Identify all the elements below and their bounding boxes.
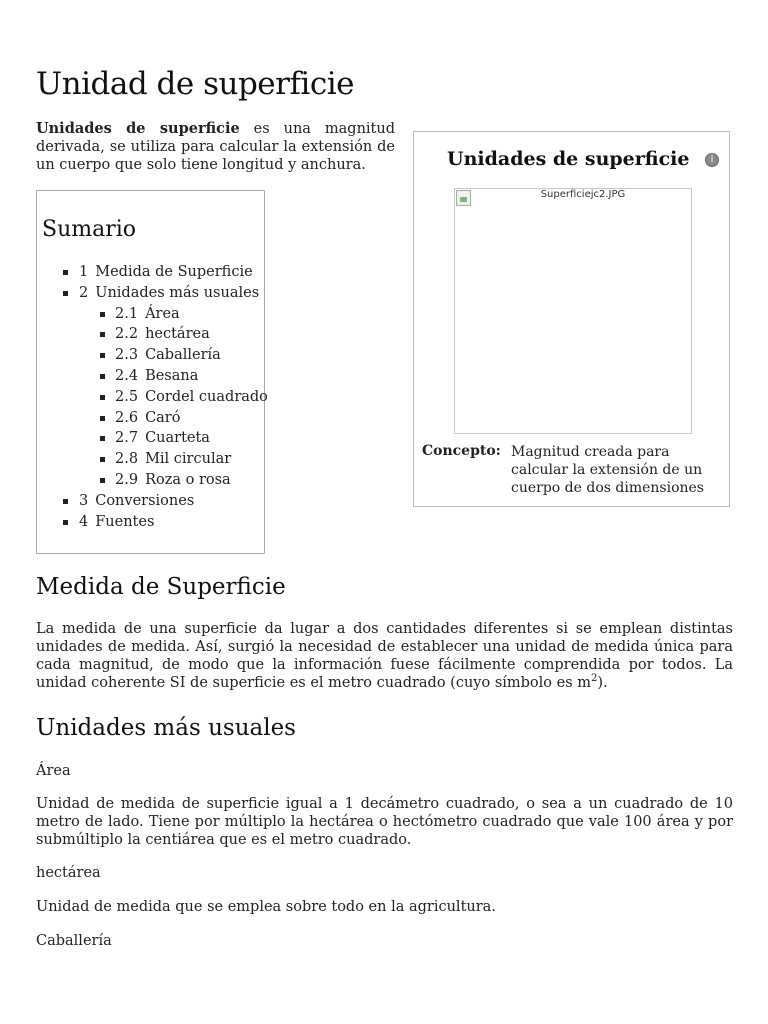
toc-item-label[interactable]: Cordel cuadrado [145, 388, 268, 405]
toc-item[interactable] [37, 366, 264, 387]
toc-item[interactable] [37, 324, 264, 345]
intro-bold-term: Unidades de superficie [36, 120, 240, 137]
toc-item[interactable] [37, 449, 264, 470]
toc-item-number: 2.5 [115, 388, 139, 405]
toc-item-label[interactable]: Conversiones [95, 492, 195, 509]
intro-paragraph [36, 120, 395, 174]
toc-item-label[interactable]: hectárea [145, 326, 210, 343]
table-of-contents [36, 190, 268, 554]
toc-item-label[interactable]: Mil circular [145, 451, 232, 468]
toc-item[interactable] [37, 428, 264, 449]
toc-item[interactable] [37, 345, 264, 366]
toc-item-number: 2.2 [115, 326, 139, 343]
toc-item-label[interactable]: Roza o rosa [145, 471, 231, 488]
toc-item-label[interactable]: Caballería [145, 347, 221, 364]
image-alt-text: Superficiejc2.JPG [540, 189, 626, 200]
page-title: Unidad de superficie [36, 66, 354, 102]
info-icon[interactable]: i [705, 153, 719, 167]
toc-item-number: 2.9 [115, 471, 139, 488]
concept-value: Magnitud creada para calcular la extensión de un cuerpo de dos dimensiones [511, 444, 704, 496]
toc-item[interactable] [37, 408, 264, 429]
infobox [413, 131, 730, 507]
toc-item-number: 2.4 [115, 367, 139, 384]
toc-item-number: 3 [79, 492, 89, 509]
infobox-title: Unidades de superficie [447, 148, 690, 170]
area-text: Unidad de medida de superficie igual a 1 decámetro cuadrado, o sea a un cuadrado de 10 metro de lado. Tiene por múltiplo la hectárea o hectómetro cuadrado que vale 100 área y por submúltiplo la centiárea que es el metro cuadrado. [36, 796, 733, 848]
section-heading-unidades: Unidades más usuales [36, 715, 296, 741]
toc-item[interactable] [37, 262, 264, 283]
caballeria-label: Caballería [36, 933, 112, 949]
toc-item-number: 2.7 [115, 430, 139, 447]
toc-item[interactable] [37, 512, 264, 533]
toc-item[interactable] [37, 304, 264, 325]
infobox-image[interactable] [454, 188, 692, 434]
toc-item[interactable] [37, 470, 264, 491]
medida-tail: ). [597, 675, 608, 691]
section-heading-medida: Medida de Superficie [36, 574, 286, 600]
toc-item-number: 4 [79, 513, 89, 530]
toc-item-number: 2.1 [115, 305, 139, 322]
toc-item[interactable] [37, 387, 268, 408]
section-text-medida [36, 620, 733, 692]
toc-item-label[interactable]: Cuarteta [145, 430, 210, 447]
toc-item-label[interactable]: Unidades más usuales [95, 284, 260, 301]
toc-item-label[interactable]: Caró [145, 409, 181, 426]
superscript: 2 [591, 673, 598, 684]
toc-item-number: 2 [79, 284, 89, 301]
hectarea-text: Unidad de medida que se emplea sobre todo en la agricultura. [36, 899, 496, 915]
toc-item-label[interactable]: Besana [145, 367, 199, 384]
toc-title: Sumario [42, 217, 137, 242]
toc-item-label[interactable]: Fuentes [95, 513, 155, 530]
area-label: Área [36, 763, 71, 779]
toc-item[interactable] [37, 283, 264, 304]
toc-item-number: 1 [79, 264, 89, 280]
intro-text: es una magnitud derivada, se utiliza para calcular la extensión de un cuerpo que solo tiene longitud y anchura. [36, 121, 396, 173]
toc-item-label[interactable]: Área [145, 305, 180, 322]
hectarea-label: hectárea [36, 865, 101, 881]
concept-label: Concepto: [422, 443, 501, 459]
toc-item-number: 2.3 [115, 347, 139, 364]
medida-text: La medida de una superficie da lugar a dos cantidades diferentes si se emplean distintas unidades de medida. Así, surgió la necesidad de establecer una unidad de medida única para cada magnitud, de modo que la información fuese fácilmente comprendida por todos. La unidad coherente SI de superficie es el metro cuadrado (cuyo símbolo es m [36, 621, 733, 691]
toc-item-number: 2.6 [115, 409, 139, 426]
toc-item-number: 2.8 [115, 451, 139, 468]
toc-list [37, 262, 268, 532]
toc-item[interactable] [37, 491, 264, 512]
toc-item-label[interactable]: Medida de Superficie [95, 264, 253, 280]
